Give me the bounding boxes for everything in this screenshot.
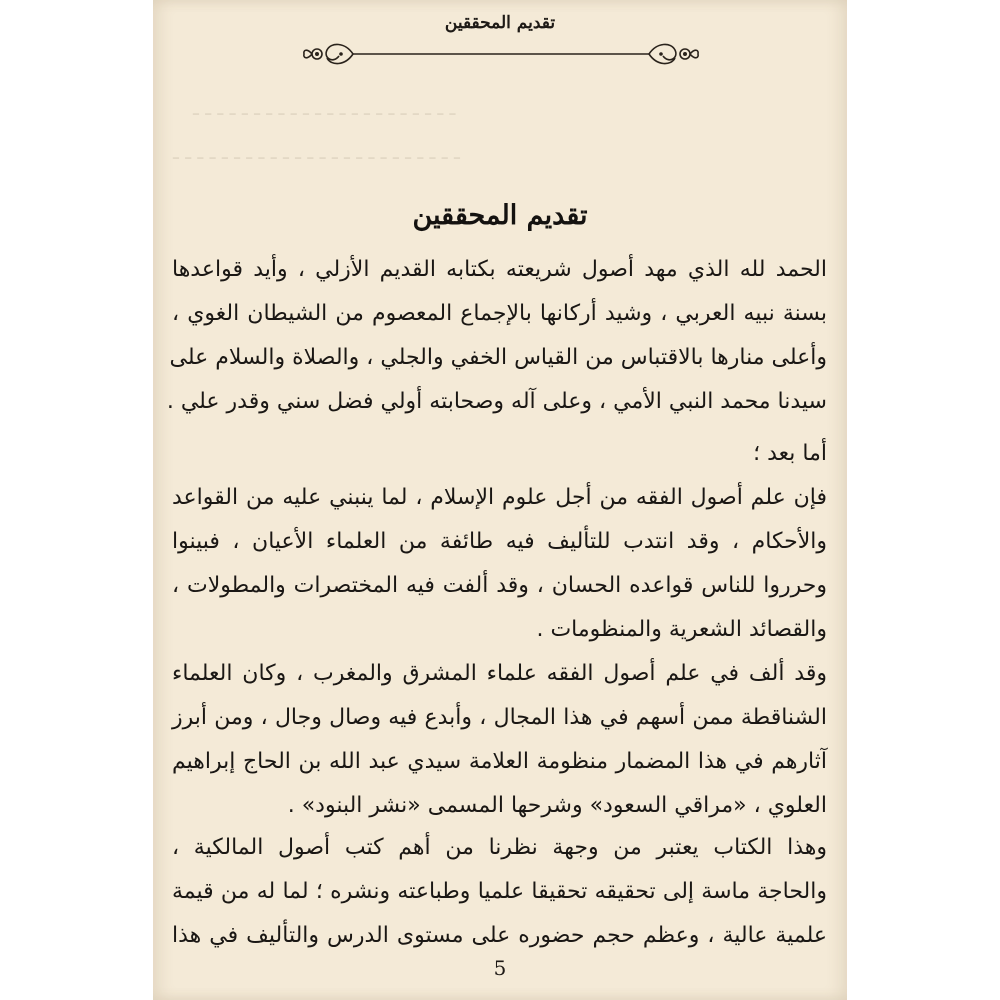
show-through-text: ـ ـ ـ ـ ـ ـ ـ ـ ـ ـ ـ ـ ـ ـ ـ ـ ـ ـ ـ ـ ـ ـ xyxy=(193,96,456,120)
text-line: فإن علم أصول الفقه من أجل علوم الإسلام ، لما ينبني عليه من القواعد xyxy=(172,485,827,510)
text-line: الحمد لله الذي مهد أصول شريعته بكتابه القديم الأزلي ، وأيد قواعدها xyxy=(172,257,827,282)
book-page xyxy=(153,0,847,1000)
paragraph-usul-fiqh xyxy=(172,476,827,652)
text-line: العلوي ، «مراقي السعود» وشرحها المسمى «نشر البنود» . xyxy=(287,793,827,818)
text-line: والأحكام ، وقد انتدب للتأليف فيه طائفة من العلماء الأعيان ، فبينوا xyxy=(172,529,827,554)
running-header: تقديم المحققين xyxy=(444,13,556,33)
paragraph-shanaqita xyxy=(172,652,827,828)
text-line: الشناقطة ممن أسهم في هذا المجال ، وأبدع فيه وصال وجال ، ومن أبرز xyxy=(172,705,827,730)
page-number: 5 xyxy=(493,956,507,980)
text-line: بسنة نبيه العربي ، وشيد أركانها بالإجماع المعصوم من الشيطان الغوي ، xyxy=(172,301,827,326)
paragraph-book-importance xyxy=(172,826,827,958)
chapter-title: تقديم المحققين xyxy=(412,200,588,231)
show-through-text: ـ ـ ـ ـ ـ ـ ـ ـ ـ ـ ـ ـ ـ ـ ـ ـ ـ ـ ـ ـ ـ ـ ـ ـ xyxy=(173,140,460,164)
text-line: وحرروا للناس قواعده الحسان ، وقد ألفت فيه المختصرات والمطولات ، xyxy=(172,573,827,598)
text-line: سيدنا محمد النبي الأمي ، وعلى آله وصحابته أولي فضل سني وقدر علي . xyxy=(166,389,827,414)
text-line: أما بعد ؛ xyxy=(753,441,827,466)
text-line: وهذا الكتاب يعتبر من وجهة نظرنا من أهم كتب أصول المالكية ، xyxy=(172,835,827,860)
text-line: وقد ألف في علم أصول الفقه علماء المشرق والمغرب ، وكان العلماء xyxy=(172,661,827,686)
header-ornament xyxy=(301,38,701,70)
text-line: والحاجة ماسة إلى تحقيقه تحقيقا علميا وطباعته ونشره ؛ لما له من قيمة xyxy=(172,879,827,904)
text-line: آثارهم في هذا المضمار منظومة العلامة سيدي عبد الله بن الحاج إبراهيم xyxy=(172,749,827,774)
paragraph-amma-bad xyxy=(172,432,827,476)
text-line: والقصائد الشعرية والمنظومات . xyxy=(536,617,827,642)
paragraph-opening xyxy=(166,248,827,424)
text-line: وأعلى منارها بالاقتباس من القياس الخفي والجلي ، والصلاة والسلام على xyxy=(169,345,827,370)
text-line: علمية عالية ، وعظم حجم حضوره على مستوى الدرس والتأليف في هذا xyxy=(172,923,827,948)
